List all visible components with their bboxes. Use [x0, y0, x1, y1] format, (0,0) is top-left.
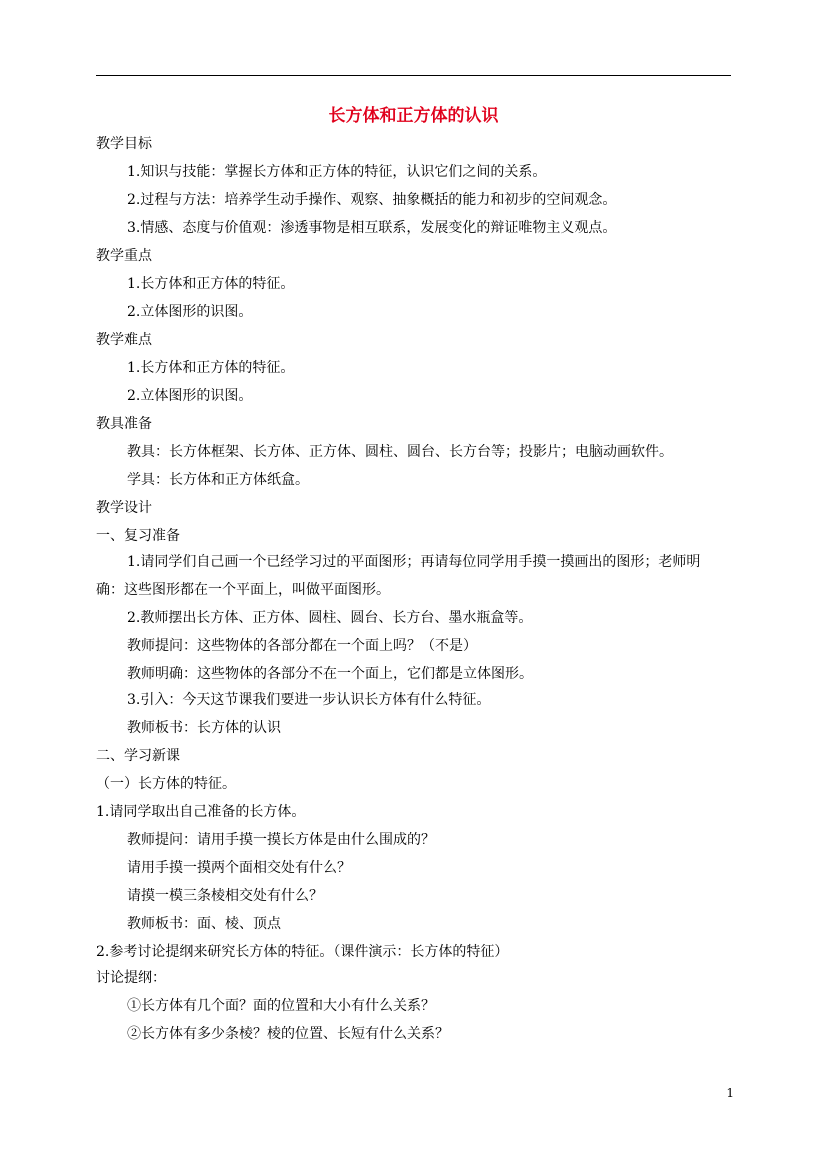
paragraph: 教师提问：请用手摸一摸长方体是由什么围成的？ — [127, 832, 435, 848]
heading-materials: 教具准备 — [96, 416, 152, 432]
document-title: 长方体和正方体的认识 — [328, 106, 499, 126]
subsection-heading: （一）长方体的特征。 — [96, 776, 236, 792]
heading-design: 教学设计 — [96, 500, 152, 516]
paragraph: 3.情感、态度与价值观：渗透事物是相互联系，发展变化的辩证唯物主义观点。 — [127, 220, 617, 236]
paragraph-continuation: 确：这些图形都在一个平面上，叫做平面图形。 — [96, 582, 390, 598]
list-item: ①长方体有几个面？面的位置和大小有什么关系？ — [127, 998, 435, 1014]
paragraph: 2.立体图形的识图。 — [127, 304, 253, 320]
paragraph: 请摸一模三条棱相交处有什么？ — [127, 888, 323, 904]
paragraph: 2.参考讨论提纲来研究长方体的特征。（课件演示：长方体的特征） — [96, 944, 509, 960]
header-rule — [96, 75, 731, 76]
list-item: ②长方体有多少条棱？棱的位置、长短有什么关系？ — [127, 1026, 449, 1042]
paragraph: 教师板书：面、棱、顶点 — [127, 916, 281, 932]
paragraph: 讨论提纲： — [96, 970, 166, 986]
paragraph: 1.长方体和正方体的特征。 — [127, 276, 295, 292]
paragraph: 1.知识与技能：掌握长方体和正方体的特征，认识它们之间的关系。 — [127, 164, 547, 180]
paragraph: 3.引入：今天这节课我们要进一步认识长方体有什么特征。 — [127, 692, 491, 708]
paragraph: 教师提问：这些物体的各部分都在一个面上吗？（不是） — [127, 638, 477, 654]
heading-key-points: 教学重点 — [96, 248, 152, 264]
heading-difficulties: 教学难点 — [96, 332, 152, 348]
heading-teaching-goals: 教学目标 — [96, 136, 152, 152]
section-heading: 一、复习准备 — [96, 528, 180, 544]
section-heading: 二、学习新课 — [96, 748, 180, 764]
paragraph: 请用手摸一摸两个面相交处有什么？ — [127, 860, 351, 876]
paragraph: 教师明确：这些物体的各部分不在一个面上，它们都是立体图形。 — [127, 666, 533, 682]
paragraph: 2.过程与方法：培养学生动手操作、观察、抽象概括的能力和初步的空间观念。 — [127, 192, 617, 208]
paragraph: 1.请同学取出自己准备的长方体。 — [96, 804, 306, 820]
paragraph: 教具：长方体框架、长方体、正方体、圆柱、圆台、长方台等；投影片；电脑动画软件。 — [127, 444, 673, 460]
paragraph: 2.教师摆出长方体、正方体、圆柱、圆台、长方台、墨水瓶盒等。 — [127, 610, 533, 626]
paragraph: 1.请同学们自己画一个已经学习过的平面图形；再请每位同学用手摸一摸画出的图形；老师明 — [127, 554, 701, 570]
paragraph: 教师板书：长方体的认识 — [127, 720, 281, 736]
paragraph: 学具：长方体和正方体纸盒。 — [127, 472, 309, 488]
paragraph: 1.长方体和正方体的特征。 — [127, 360, 295, 376]
paragraph: 2.立体图形的识图。 — [127, 388, 253, 404]
page-number: 1 — [726, 1086, 734, 1100]
